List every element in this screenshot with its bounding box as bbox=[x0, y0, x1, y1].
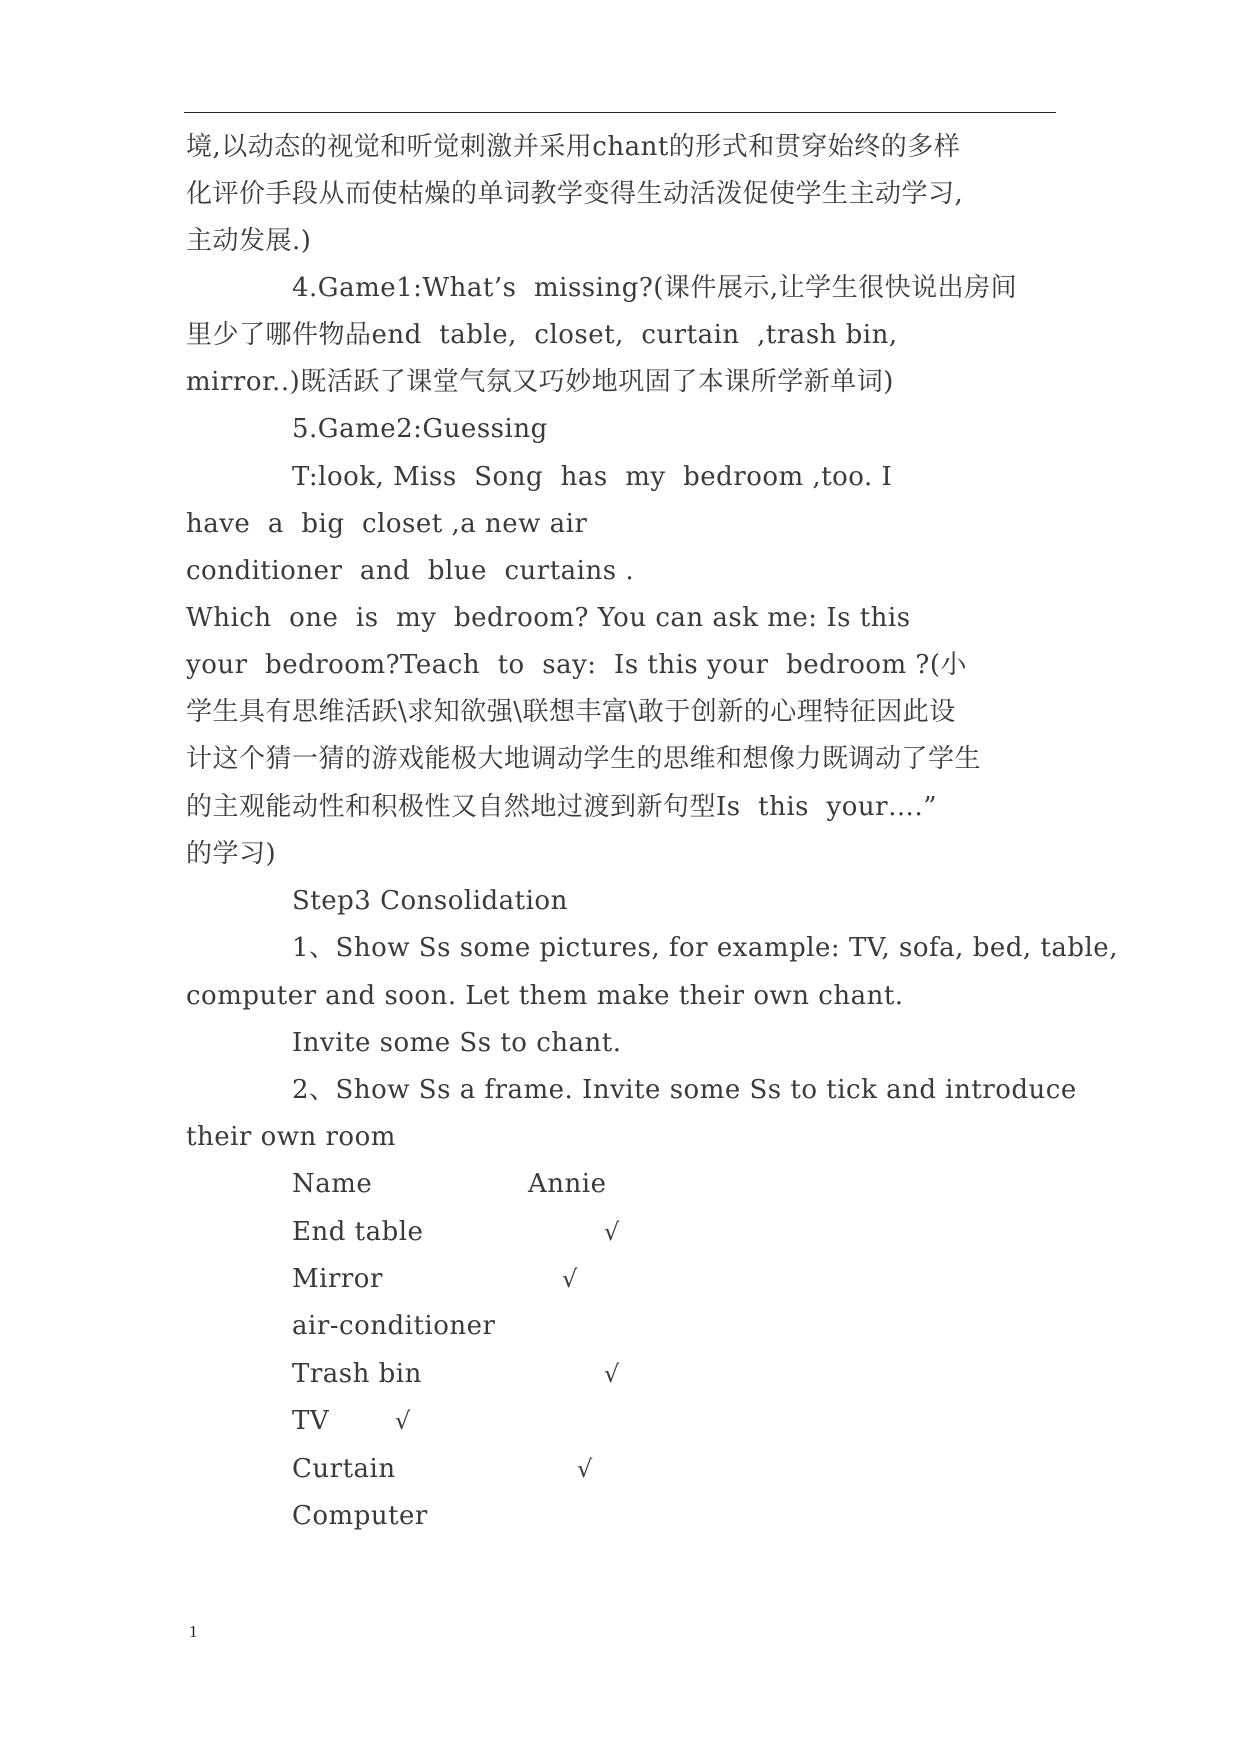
table-row-label: air-conditioner bbox=[292, 1311, 496, 1341]
check-mark: √ bbox=[395, 1407, 411, 1435]
text-line: your bedroom?Teach to say: Is this your bedroom ?(小 bbox=[186, 650, 967, 680]
text-line: 化评价手段从而使枯燥的单词教学变得生动活泼促使学生主动学习, bbox=[186, 179, 964, 209]
table-row-label: Computer bbox=[292, 1501, 428, 1531]
text-line: 1、Show Ss some pictures, for example: TV, sofa, bed, table, bbox=[292, 933, 1118, 963]
header-rule bbox=[184, 112, 1056, 113]
check-mark: √ bbox=[604, 1218, 620, 1246]
text-line: 境,以动态的视觉和听觉刺激并采用chant的形式和贯穿始终的多样 bbox=[186, 132, 961, 162]
text-line: 计这个猜一猜的游戏能极大地调动学生的思维和想像力既调动了学生 bbox=[186, 744, 982, 774]
text-line: 学生具有思维活跃\求知欲强\联想丰富\敢于创新的心理特征因此设 bbox=[186, 697, 956, 727]
text-line: computer and soon. Let them make their own chant. bbox=[186, 981, 904, 1011]
text-line: Step3 Consolidation bbox=[292, 886, 568, 916]
table-row-label: Mirror bbox=[292, 1264, 383, 1294]
table-row-label: Trash bin bbox=[292, 1359, 422, 1389]
text-line: have a big closet ,a new air bbox=[186, 509, 588, 539]
text-line: mirror..)既活跃了课堂气氛又巧妙地巩固了本课所学新单词) bbox=[186, 367, 894, 397]
text-line: 主动发展.) bbox=[186, 226, 312, 256]
text-line: T:look, Miss Song has my bedroom ,too. I bbox=[292, 462, 893, 492]
text-line: 4.Game1:What’s missing?(课件展示,让学生很快说出房间 bbox=[292, 273, 1018, 303]
text-line: Invite some Ss to chant. bbox=[292, 1028, 622, 1058]
text-line: 的学习) bbox=[186, 839, 277, 869]
check-mark: √ bbox=[577, 1455, 593, 1483]
text-line: their own room bbox=[186, 1122, 396, 1152]
text-line: 5.Game2:Guessing bbox=[292, 414, 548, 444]
table-header-label: Name bbox=[292, 1169, 373, 1199]
text-line: Which one is my bedroom? You can ask me: Is this bbox=[186, 603, 911, 633]
table-header-value: Annie bbox=[528, 1169, 607, 1199]
check-mark: √ bbox=[562, 1265, 578, 1293]
text-line: 2、Show Ss a frame. Invite some Ss to tick and introduce bbox=[292, 1075, 1077, 1105]
table-row-label: End table bbox=[292, 1217, 424, 1247]
text-line: conditioner and blue curtains . bbox=[186, 556, 635, 586]
table-row-label: Curtain bbox=[292, 1454, 396, 1484]
text-line: 的主观能动性和积极性又自然地过渡到新句型Is this your….” bbox=[186, 792, 938, 822]
table-row-label: TV bbox=[292, 1406, 330, 1436]
text-line: 里少了哪件物品end table, closet, curtain ,trash bin, bbox=[186, 320, 898, 350]
check-mark: √ bbox=[604, 1360, 620, 1388]
page-number: 1 bbox=[189, 1622, 198, 1641]
